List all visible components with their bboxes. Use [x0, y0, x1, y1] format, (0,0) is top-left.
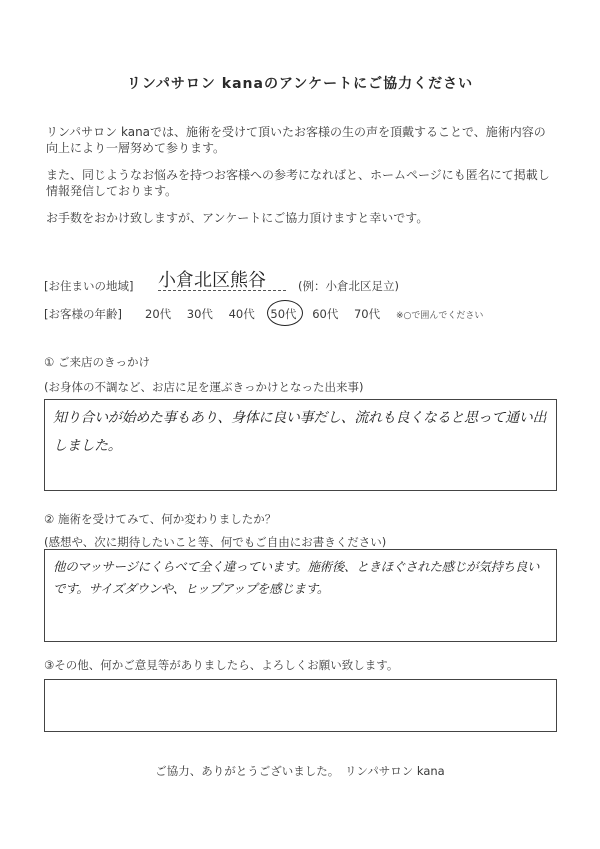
page-title: リンパサロン kanaのアンケートにご協力ください	[126, 76, 474, 92]
age-option-60[interactable]: 60代	[312, 307, 339, 321]
age-option-20[interactable]: 20代	[145, 307, 172, 321]
intro-paragraph-3: お手数をおかけ致しますが、アンケートにご協力頂けますと幸いです。	[46, 211, 429, 225]
residence-field[interactable]	[158, 266, 286, 291]
residence-value: 小倉北区熊谷	[158, 270, 266, 291]
q3-answer-box[interactable]	[44, 679, 557, 732]
age-label: [お客様の年齢]	[44, 307, 122, 321]
q1-answer: 知り合いが始めた事もあり、身体に良い事だし、流れも良くなると思って通い出しました。	[53, 410, 547, 454]
age-option-50[interactable]: 50代	[270, 307, 297, 321]
q3-heading: ③その他、何かご意見等がありましたら、よろしくお願い致します。	[44, 658, 399, 672]
intro-paragraph-2: また、同じようなお悩みを持つお客様への参考になればと、ホームページにも匿名にて掲載し情報発信しております。	[46, 168, 550, 198]
q1-answer-box[interactable]	[44, 399, 557, 491]
intro-paragraph-1: リンパサロン kanaでは、施術を受けて頂いたお客様の生の声を頂戴することで、施術内容の向上により一層努めて参ります。	[46, 125, 546, 155]
age-option-40[interactable]: 40代	[228, 307, 255, 321]
footer-thanks: ご協力、ありがとうございました。 リンパサロン kana	[155, 764, 445, 778]
age-option-30[interactable]: 30代	[186, 307, 213, 321]
age-note: ※○で囲んでください	[396, 311, 484, 321]
q2-subheading: (感想や、次に期待したいこと等、何でもご自由にお書きください)	[44, 535, 387, 549]
intro-text	[46, 124, 556, 237]
age-option-70[interactable]: 70代	[353, 307, 381, 321]
residence-example: (例：小倉北区足立)	[298, 279, 399, 293]
selected-age-circle	[267, 300, 303, 326]
residence-label: [お住まいの地域]	[44, 279, 134, 293]
q2-answer-box[interactable]	[44, 549, 557, 642]
q1-heading: ① ご来店のきっかけ	[44, 355, 150, 369]
q2-answer: 他のマッサージにくらべて全く違っています。施術後、ときほぐされた感じが気持ち良いです。サイズダウンや、ヒップアップを感じます。	[53, 559, 540, 596]
q2-heading: ② 施術を受けてみて、何か変わりましたか？	[44, 512, 277, 526]
q1-subheading: (お身体の不調など、お店に足を運ぶきっかけとなった出来事)	[44, 380, 364, 394]
